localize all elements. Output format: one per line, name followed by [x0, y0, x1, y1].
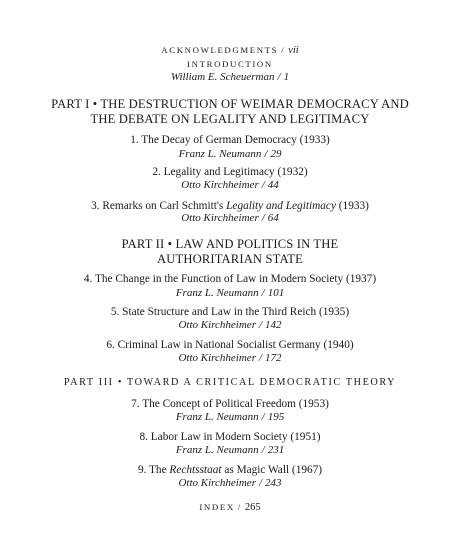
- separator: /: [261, 444, 265, 456]
- introduction-entry[interactable]: [0, 60, 460, 69]
- separator: /: [261, 411, 265, 423]
- separator: /: [277, 71, 281, 83]
- separator: /: [261, 287, 265, 299]
- page-number: 29: [270, 148, 282, 160]
- author-name: Franz L. Neumann: [178, 148, 262, 160]
- index-entry[interactable]: [0, 503, 460, 514]
- title-prefix: 3. Remarks on Carl Schmitt's: [91, 200, 227, 212]
- page-number: 64: [267, 212, 279, 224]
- chapter-4-title[interactable]: 4. The Change in the Function of Law in Modern Society (1937): [83, 273, 377, 285]
- chapter-1-title[interactable]: 1. The Decay of German Democracy (1933): [130, 134, 330, 146]
- page-number: 142: [265, 319, 282, 331]
- author-name: Otto Kirchheimer: [178, 477, 256, 489]
- author-name: Franz L. Neumann: [175, 444, 259, 456]
- separator: /: [258, 477, 263, 489]
- chapter-5-title[interactable]: 5. State Structure and Law in the Third Reich (1935): [110, 306, 350, 318]
- separator: /: [281, 45, 286, 55]
- part-2-title-line-2: AUTHORITARIAN STATE: [157, 252, 303, 266]
- title-italic: Legality and Legitimacy: [226, 200, 336, 212]
- part-3-title: PART III • TOWARD A CRITICAL DEMOCRATIC THEORY: [63, 377, 397, 388]
- chapter-7-title[interactable]: 7. The Concept of Political Freedom (1953): [131, 398, 329, 410]
- entry-label: ACKNOWLEDGMENTS: [161, 45, 279, 55]
- page-number: 195: [267, 411, 285, 423]
- chapter-8-author-line: [0, 445, 460, 456]
- title-prefix: 9. The: [137, 464, 170, 476]
- chapter-1-author-line: [0, 149, 460, 160]
- author-name: Otto Kirchheimer: [181, 179, 259, 191]
- separator: /: [264, 148, 268, 160]
- page-number: vii: [288, 45, 299, 56]
- separator: /: [261, 212, 265, 224]
- author-name: William E. Scheuerman: [170, 71, 275, 83]
- part-1-title-line-1: PART I • THE DESTRUCTION OF WEIMAR DEMOCRACY AND: [51, 97, 409, 111]
- page-number: 243: [265, 477, 282, 489]
- separator: /: [258, 352, 263, 364]
- chapter-6-title[interactable]: 6. Criminal Law in National Socialist Germany (1940): [106, 339, 354, 351]
- chapter-3-title[interactable]: [0, 201, 460, 212]
- chapter-2-title[interactable]: 2. Legality and Legitimacy (1932): [152, 166, 308, 178]
- separator: /: [258, 319, 263, 331]
- author-name: Franz L. Neumann: [175, 287, 259, 299]
- entry-label: INDEX: [199, 502, 235, 512]
- entry-label: INTRODUCTION: [187, 59, 273, 69]
- separator: /: [261, 179, 265, 191]
- page-number: 101: [267, 287, 285, 299]
- page-number: 265: [244, 502, 261, 513]
- page-number: 1: [283, 71, 290, 83]
- chapter-3-author-line: [0, 213, 460, 224]
- title-italic: Rechtsstaat: [169, 464, 222, 476]
- chapter-2-author-line: [0, 180, 460, 191]
- page-number: 172: [265, 352, 282, 364]
- author-name: Otto Kirchheimer: [178, 319, 256, 331]
- acknowledgments-entry[interactable]: [0, 46, 460, 57]
- chapter-6-author-line: [0, 353, 460, 364]
- page-number: 44: [267, 179, 279, 191]
- chapter-8-title[interactable]: 8. Labor Law in Modern Society (1951): [139, 431, 321, 443]
- introduction-author-line: [0, 72, 460, 83]
- part-2-title-line-1: PART II • LAW AND POLITICS IN THE: [121, 237, 339, 251]
- page-number: 231: [267, 444, 285, 456]
- title-suffix: (1933): [335, 200, 369, 212]
- part-1-title-line-2: THE DEBATE ON LEGALITY AND LEGITIMACY: [90, 112, 370, 126]
- chapter-5-author-line: [0, 320, 460, 331]
- chapter-4-author-line: [0, 288, 460, 299]
- separator: /: [237, 502, 242, 512]
- title-suffix: as Magic Wall (1967): [221, 464, 323, 476]
- chapter-9-title[interactable]: [0, 465, 460, 476]
- chapter-9-author-line: [0, 478, 460, 489]
- chapter-7-author-line: [0, 412, 460, 423]
- author-name: Otto Kirchheimer: [178, 352, 256, 364]
- author-name: Otto Kirchheimer: [181, 212, 259, 224]
- author-name: Franz L. Neumann: [175, 411, 259, 423]
